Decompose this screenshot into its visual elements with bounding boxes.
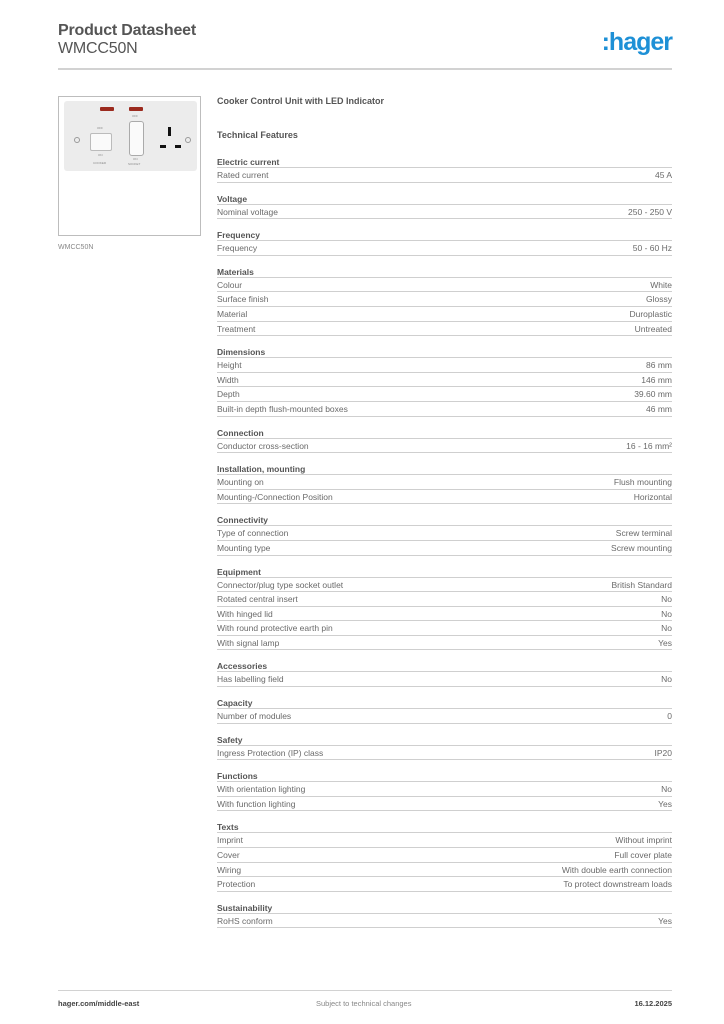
socket-earth-pin-icon [168, 127, 171, 136]
spec-value: 46 mm [646, 403, 672, 414]
spec-label: Frequency [217, 243, 258, 254]
spec-group [217, 770, 672, 811]
label-cooker: COOKER [93, 161, 107, 165]
spec-group [217, 427, 672, 454]
led-indicator-socket [129, 107, 143, 111]
spec-group-title: Texts [217, 821, 672, 833]
label-on-cooker: ON [98, 153, 103, 157]
spec-row [217, 863, 672, 878]
spec-row [217, 782, 672, 797]
spec-value: Glossy [646, 294, 672, 305]
spec-row [217, 914, 672, 929]
image-caption: WMCC50N [58, 244, 94, 251]
spec-row [217, 709, 672, 724]
spec-label: Colour [217, 279, 243, 290]
spec-label: Treatment [217, 323, 256, 334]
spec-label: RoHS conform [217, 915, 273, 926]
spec-group-title: Materials [217, 266, 672, 278]
spec-value: With double earth connection [561, 864, 672, 875]
spec-row [217, 578, 672, 593]
spec-label: Mounting-/Connection Position [217, 491, 333, 502]
led-indicator-cooker [100, 107, 114, 111]
product-image [58, 96, 201, 236]
spec-group-title: Installation, mounting [217, 463, 672, 475]
spec-group-title: Frequency [217, 229, 672, 241]
spec-row [217, 241, 672, 256]
spec-row [217, 490, 672, 505]
spec-row [217, 621, 672, 636]
spec-row [217, 746, 672, 761]
spec-row [217, 592, 672, 607]
spec-label: Nominal voltage [217, 206, 278, 217]
spec-row [217, 292, 672, 307]
spec-group-title: Equipment [217, 566, 672, 578]
spec-value: 45 A [654, 170, 672, 180]
hager-logo: :hager [601, 28, 672, 56]
spec-group [217, 266, 672, 336]
spec-label: Rated current [217, 170, 269, 180]
spec-value: Yes [658, 798, 672, 809]
label-off-cooker: OFF [97, 126, 103, 130]
spec-value: 16 - 16 mm² [626, 440, 672, 451]
spec-value: To protect downstream loads [563, 879, 672, 890]
spec-label: Connector/plug type socket outlet [217, 579, 344, 590]
spec-row [217, 797, 672, 812]
spec-row [217, 278, 672, 293]
spec-label: With orientation lighting [217, 784, 306, 795]
spec-group-title: Connection [217, 427, 672, 439]
spec-label: Wiring [217, 864, 242, 875]
spec-value: 50 - 60 Hz [632, 243, 672, 254]
spec-row [217, 439, 672, 454]
spec-label: Ingress Protection (IP) class [217, 747, 324, 758]
spec-value: 86 mm [646, 360, 672, 371]
spec-value: British Standard [611, 579, 672, 590]
product-reference: WMCC50N [58, 40, 138, 57]
socket-pin-left-icon [160, 145, 166, 148]
spec-value: 39.60 mm [634, 389, 672, 400]
spec-label: Imprint [217, 835, 243, 846]
socket-pin-right-icon [175, 145, 181, 148]
spec-value: No [661, 594, 672, 605]
spec-value: 250 - 250 V [628, 206, 672, 217]
spec-label: Depth [217, 389, 240, 400]
product-name: Cooker Control Unit with LED Indicator [217, 96, 384, 106]
spec-value: 146 mm [641, 374, 672, 385]
spec-group [217, 734, 672, 761]
spec-label: Surface finish [217, 294, 269, 305]
header-divider [58, 68, 672, 70]
feature-groups [217, 156, 672, 928]
technical-content [217, 96, 672, 938]
spec-row [217, 358, 672, 373]
spec-value: Untreated [634, 323, 672, 334]
label-socket: SOCKET [128, 162, 141, 166]
spec-group [217, 346, 672, 416]
spec-group [217, 821, 672, 891]
spec-group-title: Accessories [217, 660, 672, 672]
cooker-switch [90, 133, 112, 151]
spec-row [217, 475, 672, 490]
spec-label: Height [217, 360, 242, 371]
spec-row [217, 541, 672, 556]
footer-website[interactable]: hager.com/middle-east [58, 999, 140, 1008]
spec-row [217, 402, 672, 417]
spec-value: Full cover plate [614, 850, 672, 861]
spec-group-title: Voltage [217, 193, 672, 205]
spec-group [217, 660, 672, 687]
spec-label: Width [217, 374, 239, 385]
spec-group-title: Connectivity [217, 514, 672, 526]
spec-label: Conductor cross-section [217, 440, 309, 451]
spec-value: Screw mounting [611, 542, 672, 553]
spec-row [217, 636, 672, 651]
spec-value: Yes [658, 637, 672, 648]
spec-value: White [650, 279, 672, 290]
spec-group [217, 463, 672, 504]
spec-row [217, 307, 672, 322]
spec-value: No [661, 784, 672, 795]
spec-row [217, 877, 672, 892]
spec-group-title: Functions [217, 770, 672, 782]
spec-group-title: Dimensions [217, 346, 672, 358]
spec-label: Mounting on [217, 477, 264, 488]
spec-label: Mounting type [217, 542, 271, 553]
spec-value: Horizontal [633, 491, 672, 502]
spec-group-title: Electric current [217, 156, 672, 168]
spec-label: Number of modules [217, 711, 292, 722]
spec-group-title: Sustainability [217, 902, 672, 914]
screw-right-icon [185, 137, 191, 143]
spec-value: 0 [667, 711, 672, 722]
spec-label: With function lighting [217, 798, 296, 809]
spec-value: Duroplastic [629, 308, 672, 319]
spec-row [217, 833, 672, 848]
screw-left-icon [74, 137, 80, 143]
spec-row [217, 168, 672, 183]
spec-row [217, 373, 672, 388]
spec-group [217, 514, 672, 555]
label-on-socket: ON [133, 157, 138, 161]
spec-group [217, 156, 672, 183]
spec-value: Yes [658, 915, 672, 926]
spec-label: Material [217, 308, 248, 319]
spec-value: Flush mounting [613, 477, 672, 488]
spec-label: Built-in depth flush-mounted boxes [217, 403, 348, 414]
technical-features-heading: Technical Features [217, 130, 298, 140]
spec-row [217, 848, 672, 863]
spec-row [217, 526, 672, 541]
spec-label: With round protective earth pin [217, 623, 333, 634]
spec-label: Protection [217, 879, 256, 890]
spec-group [217, 566, 672, 651]
spec-label: Has labelling field [217, 674, 284, 685]
spec-row [217, 322, 672, 337]
socket-switch [129, 121, 144, 156]
document-title: Product Datasheet [58, 22, 196, 39]
spec-group [217, 193, 672, 220]
spec-value: No [661, 608, 672, 619]
spec-label: Rotated central insert [217, 594, 298, 605]
spec-row [217, 205, 672, 220]
spec-label: Cover [217, 850, 240, 861]
spec-value: Screw terminal [615, 528, 672, 539]
spec-value: Without imprint [615, 835, 672, 846]
spec-group [217, 229, 672, 256]
spec-label: Type of connection [217, 528, 289, 539]
spec-group-title: Capacity [217, 697, 672, 709]
footer-divider [58, 990, 672, 991]
cooker-control-unit-illustration [64, 101, 197, 171]
spec-label: With signal lamp [217, 637, 280, 648]
spec-row [217, 607, 672, 622]
spec-group [217, 697, 672, 724]
label-off-socket: OFF [132, 114, 138, 118]
page-header [58, 22, 672, 70]
footer-date: 16.12.2025 [634, 999, 672, 1008]
spec-row [217, 672, 672, 687]
footer-notice: Subject to technical changes [316, 999, 412, 1008]
spec-label: With hinged lid [217, 608, 273, 619]
spec-group [217, 902, 672, 929]
spec-value: No [661, 623, 672, 634]
spec-value: No [661, 674, 672, 685]
spec-group-title: Safety [217, 734, 672, 746]
spec-value: IP20 [654, 747, 672, 758]
spec-row [217, 387, 672, 402]
